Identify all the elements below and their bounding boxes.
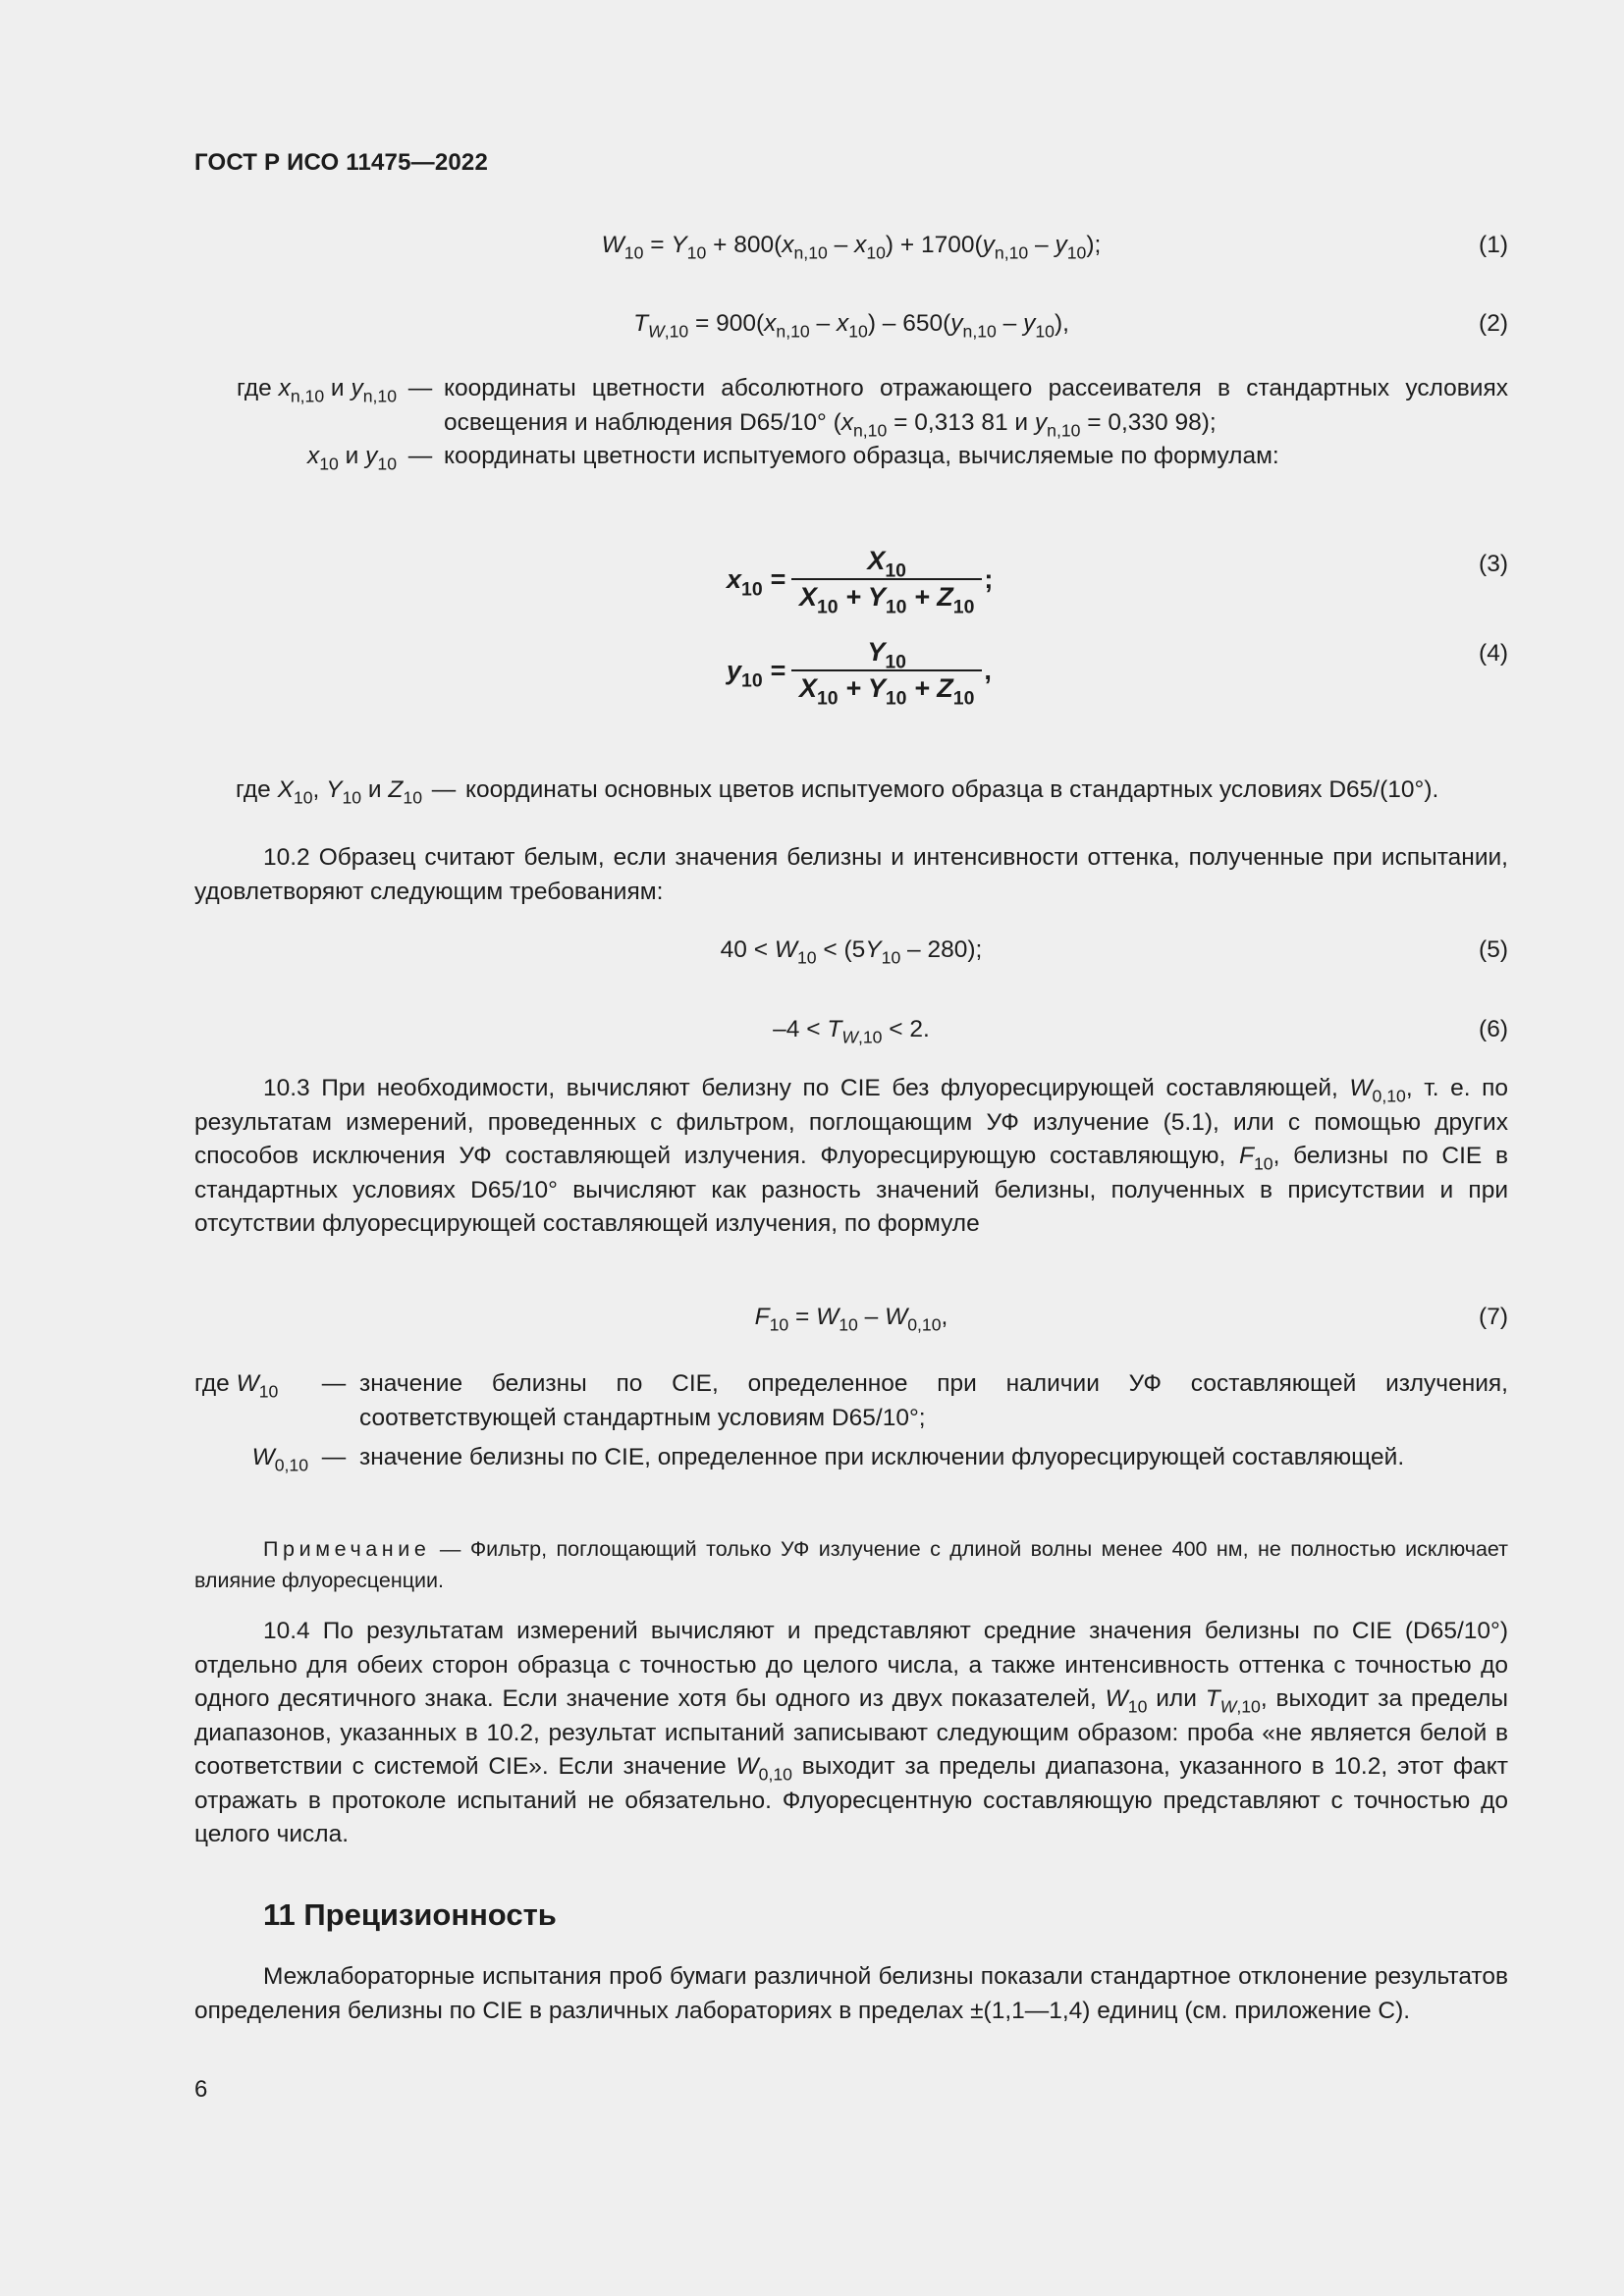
formula-1-expression: $W_{10} = Y_{10} + 800(x_{n,10} - x_{10}) + 1700(y_{n,10} - y_{10})$; xyxy=(601,232,1102,263)
paragraph-10-2: 10.2 Образец считают белым, если значения белизны и интенсивности оттенка, полученные при испытании, удовлетворяют следующим требованиям: xyxy=(194,844,1508,905)
definition-term: где $X_{10}$, $Y_{10}$ и $Z_{10}$ xyxy=(236,776,422,808)
formula-3-number: (3) xyxy=(1479,551,1508,577)
definition-xn-yn: где $x_{n,10}$ и $y_{n,10}$ — координаты цветности абсолютного отражающего рассеивателя в стандартных условиях освещения и наблюдения D65/10° ($x_{n,10} = 0,313$ 81 и $y_{n,10} = 0,330$ 98); xyxy=(194,372,1508,440)
definition-x-y: $x_{10}$ и $y_{10}$ — координаты цветности испытуемого образца, вычисляемые по формулам: xyxy=(194,440,1508,474)
definitions-block-2 xyxy=(194,774,1508,808)
definition-term: $x_{10}$ и $y_{10}$ xyxy=(306,443,397,474)
definition-W010: $W_{0,10}$ — значение белизны по CIE, определенное при исключении флуоресцирующей составляющей. xyxy=(194,1441,1508,1475)
definition-term: где $x_{n,10}$ и $y_{n,10}$ xyxy=(236,375,397,406)
definitions-block-1 xyxy=(194,372,1508,474)
definition-text: значение белизны по CIE, определенное при исключении флуоресцирующей составляющей. xyxy=(359,1444,1405,1470)
formula-3-expression: $x_{10}$ = $\frac{X_{10}}{X_{10} + Y_{10} + Z_{10}}$ ; xyxy=(727,546,994,618)
definitions-block-3 xyxy=(194,1367,1508,1475)
formula-5-number: (5) xyxy=(1479,936,1508,963)
formula-7-expression: $F_{10} = W_{10} - W_{0,10}$, xyxy=(754,1304,948,1335)
formula-1-number: (1) xyxy=(1479,232,1508,258)
formula-2-expression: $T_{W,10} = 900(x_{n,10} - x_{10}) - 650(y_{n,10} - y_{10})$, xyxy=(633,310,1069,342)
paragraph-10-3: 10.3 При необходимости, вычисляют белизну по CIE без флуоресцирующей составляющей, $W_{0,10}$, т. е. по результатам измерений, проведенных с фильтром, поглощающим УФ излучение (5.1), или с помощью других способов исключения УФ составляющей излучения. Флуоресцирующую составляющую, $F_{10}$, белизны по CIE в стандартных условиях D65/10° вычисляют как разность значений белизны, полученных в присутствии и при отсутствии флуоресцирующей составляющей излучения, по формуле xyxy=(194,1075,1508,1237)
formula-7 xyxy=(194,1298,1508,1337)
formula-3 xyxy=(194,545,1508,584)
formula-5-expression: $40 < W_{10} < (5Y_{10} - 280)$; xyxy=(720,936,983,968)
definition-text: координаты цветности испытуемого образца, вычисляемые по формулам: xyxy=(444,443,1279,469)
formula-1 xyxy=(194,226,1508,265)
note xyxy=(194,1533,1508,1596)
definition-text: координаты цветности абсолютного отражающего рассеивателя в стандартных условиях освещения и наблюдения D65/10° ($x_{n,10} = 0,313$ 81 и $y_{n,10} = 0,330$ 98); xyxy=(444,375,1508,441)
formula-6-number: (6) xyxy=(1479,1016,1508,1042)
formula-2 xyxy=(194,304,1508,344)
definition-term: где $W_{10}$ xyxy=(194,1370,279,1402)
definition-text: координаты основных цветов испытуемого образца в стандартных условиях D65/(10°). xyxy=(465,776,1439,803)
page-number: 6 xyxy=(194,2076,208,2103)
note-label: Примечание xyxy=(263,1537,431,1561)
formula-5 xyxy=(194,931,1508,970)
document-header: ГОСТ Р ИСО 11475—2022 xyxy=(194,149,489,176)
formula-6-expression: $-4 < T_{W,10} < 2$. xyxy=(773,1016,930,1047)
note-text: — Фильтр, поглощающий только УФ излучение с длиной волны менее 400 нм, не полностью исключает влияние флуоресценции. xyxy=(194,1537,1508,1592)
paragraph-11: Межлабораторные испытания проб бумаги различной белизны показали стандартное отклонение результатов определения белизны по CIE в различных лабораториях в пределах ±(1,1—1,4) единиц (см. приложение С). xyxy=(194,1963,1508,2024)
formula-4 xyxy=(194,634,1508,673)
paragraph-10-4: 10.4 По результатам измерений вычисляют и представляют средние значения белизны по CIE (D65/10°) отдельно для обеих сторон образца с точностью до целого числа, а также интенсивность оттенка с точностью до одного десятичного знака. Если значение хотя бы одного из двух показателей, $W_{10}$ или $T_{W,10}$, выходит за пределы диапазонов, указанных в 10.2, результат испытаний записывают следующим образом: проба «не является белой в соответствии с системой CIE». Если значение $W_{0,10}$ выходит за пределы диапазона, указанного в 10.2, этот факт отражать в протоколе испытаний не обязательно. Флуоресцентную составляющую представляют с точностью до целого числа. xyxy=(194,1618,1508,1847)
definition-XYZ: где $X_{10}$, $Y_{10}$ и $Z_{10}$ — координаты основных цветов испытуемого образца в стандартных условиях D65/(10°). xyxy=(194,774,1508,808)
definition-term: $W_{0,10}$ xyxy=(251,1444,308,1475)
formula-4-expression: $y_{10}$ = $\frac{Y_{10}}{X_{10} + Y_{10} + Z_{10}}$ , xyxy=(727,637,992,710)
formula-7-number: (7) xyxy=(1479,1304,1508,1330)
formula-2-number: (2) xyxy=(1479,310,1508,337)
formula-6 xyxy=(194,1010,1508,1049)
formula-4-number: (4) xyxy=(1479,640,1508,667)
definition-text: значение белизны по CIE, определенное при наличии УФ составляющей излучения, соответствующей стандартным условиям D65/10°; xyxy=(359,1370,1508,1431)
definition-W10: где $W_{10}$ — значение белизны по CIE, определенное при наличии УФ составляющей излучения, соответствующей стандартным условиям D65/10°; xyxy=(194,1367,1508,1435)
section-title-11: 11 Прецизионность xyxy=(263,1897,557,1932)
